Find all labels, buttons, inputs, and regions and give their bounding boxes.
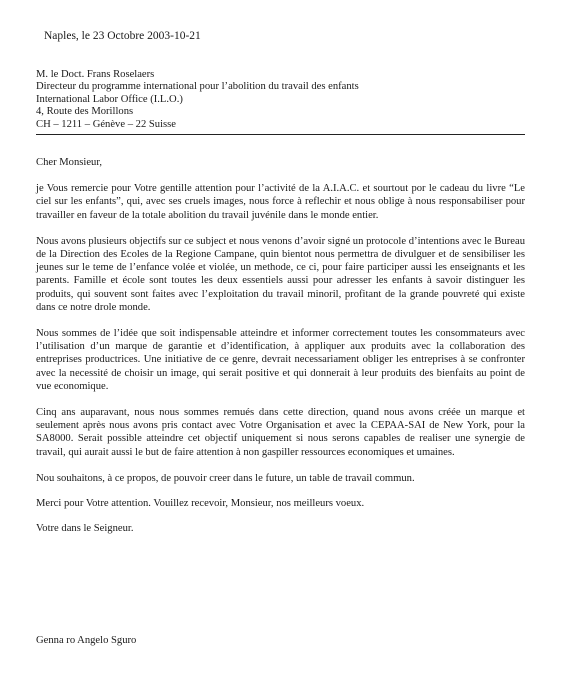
paragraph-1: je Vous remercie pour Votre gentille attention pour l’activité de la A.I.A.C. et sourtout por le cadeau du livre “Le ciel sur les enfants”, qui, avec ses cruels images, nous force à reflechir et nous oblige à nous responsabiliser pour travailler en faveur de la totale abolition du travail juvénile dans le monde entier.	[36, 183, 525, 221]
recipient-title: Directeur du programme international pour l’abolition du travail des enfants	[36, 81, 359, 93]
recipient-city: CH – 1211 – Génève – 22 Suisse	[36, 118, 176, 130]
recipient-street: 4, Route des Morillons	[36, 106, 134, 118]
paragraph-4: Cinq ans auparavant, nous nous sommes remués dans cette direction, quand nous avons créée un marque et seulement après nous avons pris contact avec Votre Organisation et avec la CEPAA-SAI de New York, pour la SA8000. Serait possible atteindre cet objectif uniquement si nous serons capables de realiser une synergie de travail, qui aurait aussi le but de faire attention à non gaspiller ressources economiques et umaines.	[36, 407, 525, 458]
closing: Votre dans le Seigneur.	[36, 523, 134, 535]
salutation: Cher Monsieur,	[36, 157, 103, 168]
recipient-address	[36, 69, 526, 131]
letter-body	[36, 156, 525, 548]
signature: Genna ro Angelo Sguro	[36, 635, 137, 646]
paragraph-2: Nous avons plusieurs objectifs sur ce subject et nous venons d’avoir signé un protocole d’intentions avec le Bureau de la Direction des Ecoles de la Regione Campane, quin bientot nous permettra de divulguer et de sensibiliser les jeunes sur le teme de l’enfance volée et violée, un methode, ce ci, pour faire participer aussi les enseignants et les parents. Famille et école sont toutes les deux essentiels aussi pour adresser les enfants à savoir distinguer les produits, qui souvent sont faites avec l’exploitation du travail minoril, profitant de la grande pouvreté qui existe dans ce notre drole monde.	[36, 235, 525, 313]
paragraph-3: Nous sommes de l’idée que soit indispensable atteindre et informer correctement toutes les consommateurs avec l’utilisation d’un marque de garantie et d’identification, à appliquer aux produits avec la collaboration des entreprises productrices. Une initiative de ce genre, devrait necessariament obliger les entreprises à se confronter avec la necessité de choisir un image, qui serait positive et qui donnerait à leur produits des bienfaits au point de vue economique.	[36, 328, 525, 392]
recipient-organization: International Labor Office (I.L.O.)	[36, 93, 183, 105]
address-divider	[36, 134, 525, 135]
paragraph-6: Merci pour Votre attention. Vouillez recevoir, Monsieur, nos meilleurs voeux.	[36, 498, 365, 510]
paragraph-5: Nou souhaitons, à ce propos, de pouvoir creer dans le future, un table de travail commun.	[36, 472, 415, 484]
recipient-name: M. le Doct. Frans Roselaers	[36, 69, 155, 80]
letter-date: Naples, le 23 Octobre 2003-10-21	[44, 30, 201, 42]
